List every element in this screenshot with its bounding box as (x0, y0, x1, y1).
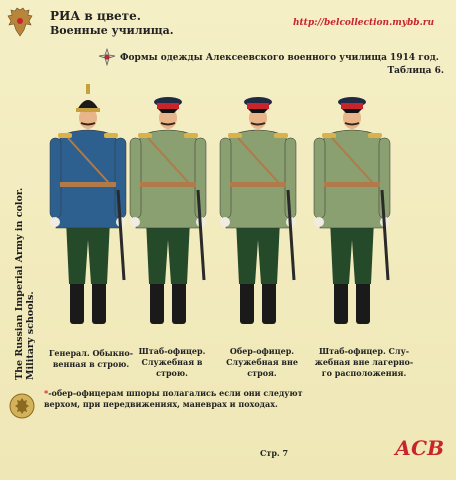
caption-general (48, 348, 134, 370)
double-headed-eagle-icon (6, 6, 34, 40)
table-label: Таблица 6. (387, 66, 444, 76)
left-arm (220, 138, 231, 218)
caption-line: Служебная вне (226, 357, 298, 367)
helmet-spike (86, 84, 90, 94)
right-epaulette (184, 133, 198, 138)
footnote-star: * (44, 388, 49, 398)
caption-line: венная в строю. (52, 359, 130, 369)
left-arm (130, 138, 141, 218)
tunic (226, 130, 290, 228)
right-boot (172, 278, 186, 324)
helmet-band (76, 108, 100, 112)
page-number: Стр. 7 (260, 448, 289, 458)
left-epaulette (228, 133, 242, 138)
cap-band (341, 103, 363, 109)
trousers (236, 220, 280, 284)
trousers (66, 220, 110, 284)
right-epaulette (104, 133, 118, 138)
trousers (330, 220, 374, 284)
left-epaulette (58, 133, 72, 138)
cap-band (157, 103, 179, 109)
coin-emblem-icon (8, 392, 36, 420)
caption-line: Штаб-офицер. Слу- (318, 346, 410, 356)
caption-staff-officer-2 (312, 346, 416, 379)
uniform-figure-2 (130, 97, 206, 324)
left-epaulette (322, 133, 336, 138)
trousers (146, 220, 190, 284)
right-boot (92, 278, 106, 324)
page-title: Формы одежды Алексеевского военного училища 1914 год. (120, 53, 439, 63)
left-boot (334, 278, 348, 324)
publisher-logo: АСВ (394, 436, 444, 460)
cap-band (247, 103, 269, 109)
uniform-figure-3 (220, 97, 296, 324)
caption-line: Обер-офицер. (229, 346, 295, 356)
tunic (320, 130, 384, 228)
footnote-line2: верхом, при передвижениях, маневрах и походах. (44, 399, 278, 409)
caption-line: го расположения. (321, 368, 407, 378)
left-arm (50, 138, 61, 218)
order-cross-icon (98, 48, 116, 68)
left-glove (220, 217, 230, 227)
uniform-figure-1 (50, 84, 126, 324)
series-title: РИА в цвете. (50, 9, 141, 23)
tunic (56, 130, 120, 228)
left-epaulette (138, 133, 152, 138)
left-boot (150, 278, 164, 324)
side-title (14, 188, 36, 380)
caption-line: строю. (156, 368, 188, 378)
caption-ober-officer (222, 346, 302, 379)
tunic (136, 130, 200, 228)
belt (230, 182, 286, 187)
left-boot (240, 278, 254, 324)
left-boot (70, 278, 84, 324)
left-arm (314, 138, 325, 218)
side-title-line2: Military schools. (25, 291, 36, 380)
right-epaulette (274, 133, 288, 138)
caption-line: Штаб-офицер. (138, 346, 206, 356)
belt (60, 182, 116, 187)
caption-staff-officer-1 (132, 346, 212, 379)
caption-line: Генерал. Обыкно- (48, 348, 134, 358)
right-epaulette (368, 133, 382, 138)
footnote-line1: -обер-офицерам шпоры полагались если они следуют (48, 388, 303, 398)
caption-line: строя. (247, 368, 277, 378)
belt (140, 182, 196, 187)
side-title-line1: The Russian Imperial Army in color. (14, 187, 25, 380)
caption-line: Служебная в (141, 357, 203, 367)
right-boot (356, 278, 370, 324)
left-glove (50, 217, 60, 227)
source-url[interactable]: http://belcollection.mybb.ru (292, 18, 434, 28)
belt (324, 182, 380, 187)
left-glove (130, 217, 140, 227)
left-glove (314, 217, 324, 227)
uniform-figure-4 (314, 97, 390, 324)
footnote (44, 388, 303, 410)
caption-line: жебная вне лагерно- (314, 357, 414, 367)
uniform-figures (40, 80, 456, 340)
series-subtitle: Военные училища. (50, 24, 174, 37)
right-boot (262, 278, 276, 324)
